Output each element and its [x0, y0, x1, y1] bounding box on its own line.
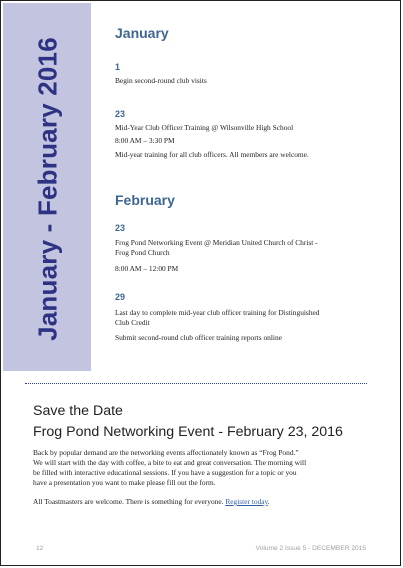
- month-heading-february: February: [115, 192, 175, 208]
- sidebar-title: January - February 2016: [32, 37, 63, 341]
- save-the-date-subtitle: Frog Pond Networking Event - February 23, 2016: [33, 424, 343, 440]
- closing-line: [33, 497, 371, 506]
- event-line: 8:00 AM – 3:30 PM: [115, 136, 175, 145]
- event-line: Frog Pond Networking Event @ Meridian United Church of Christ -: [115, 238, 318, 247]
- sidebar-banner: [3, 3, 91, 371]
- event-line: Mid-Year Club Officer Training @ Wilsonville High School: [115, 123, 294, 132]
- month-heading-january: January: [115, 25, 169, 41]
- closing-period: .: [267, 497, 270, 506]
- event-line: Begin second-round club visits: [115, 76, 207, 85]
- event-line: Mid-year training for all club officers. All members are welcome.: [115, 150, 309, 159]
- event-line: 8:00 AM – 12:00 PM: [115, 264, 179, 273]
- event-line: Submit second-round club officer training reports online: [115, 333, 282, 342]
- paragraph-line: We will start with the day with coffee, a bite to eat and great conversation. The morning will: [33, 458, 307, 467]
- event-day: 1: [115, 62, 121, 72]
- event-line: Frog Pond Church: [115, 248, 170, 257]
- issue-info: Volume 2 Issue 5 - DECEMBER 2015: [255, 545, 366, 552]
- event-day: 23: [115, 109, 126, 119]
- event-day: 29: [115, 292, 126, 302]
- save-the-date-title: Save the Date: [33, 403, 123, 419]
- register-today-link[interactable]: Register today: [225, 497, 268, 506]
- paragraph-line: Back by popular demand are the networking events affectionately known as “Frog Pond.”: [33, 448, 299, 457]
- page-number: 12: [36, 545, 44, 552]
- event-day: 23: [115, 223, 126, 233]
- section-divider: [25, 383, 367, 384]
- event-line: Club Credit: [115, 318, 150, 327]
- closing-text: All Toastmasters are welcome. There is something for everyone.: [33, 497, 226, 506]
- paragraph-line: have a presentation you want to make please fill out the form.: [33, 478, 216, 487]
- paragraph-line: be filled with interactive educational sessions. If you have a suggestion for a topic or you: [33, 468, 297, 477]
- event-line: Last day to complete mid-year club officer training for Distinguished: [115, 308, 320, 317]
